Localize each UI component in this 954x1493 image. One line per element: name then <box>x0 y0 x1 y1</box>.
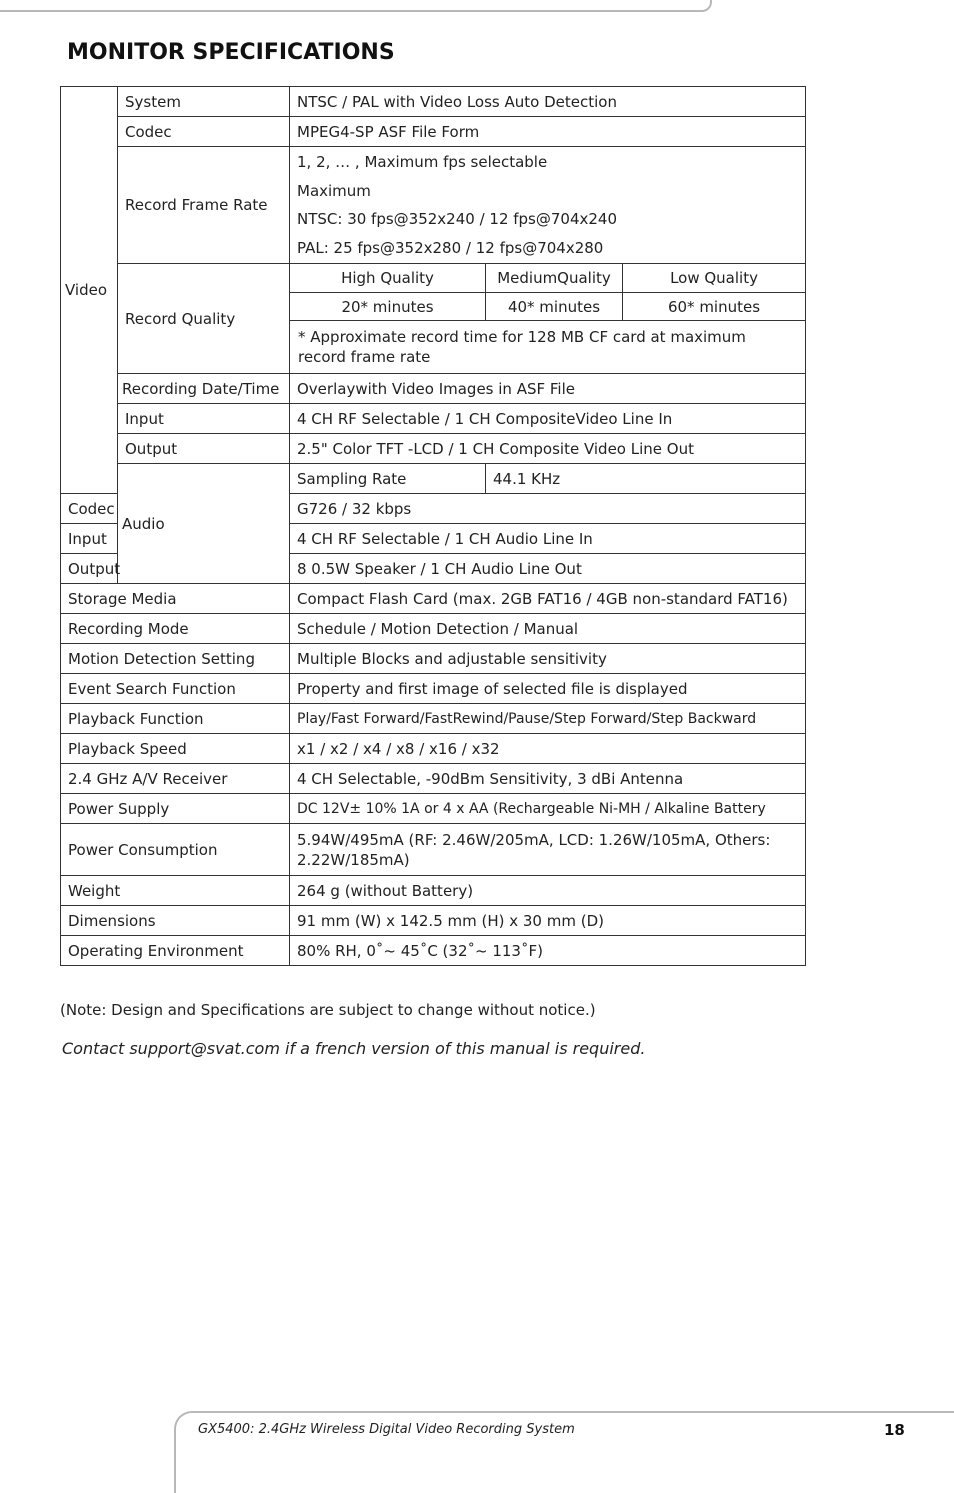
specifications-table <box>60 86 806 966</box>
table-row <box>61 794 806 824</box>
table-row <box>61 434 806 464</box>
table-row <box>61 87 806 117</box>
spec-value: 2.5" Color TFT -LCD / 1 CH Composite Video Line Out <box>290 434 806 464</box>
table-row <box>61 674 806 704</box>
table-row <box>61 704 806 734</box>
spec-value: DC 12V± 10% 1A or 4 x AA (Rechargeable Ni-MH / Alkaline Battery <box>290 794 806 824</box>
quality-header-high: High Quality <box>290 264 486 293</box>
spec-value: Overlaywith Video Images in ASF File <box>290 374 806 404</box>
spec-label: Dimensions <box>61 906 290 936</box>
table-row <box>61 584 806 614</box>
page-number: 18 <box>884 1421 905 1439</box>
spec-label: Codec <box>118 117 290 147</box>
quality-header-low: Low Quality <box>623 264 806 293</box>
spec-value: 44.1 KHz <box>486 464 806 494</box>
table-row <box>61 464 806 494</box>
spec-value: MPEG4-SP ASF File Form <box>290 117 806 147</box>
frame-rate-line: 1, 2, … , Maximum fps selectable <box>297 153 548 171</box>
spec-value: Property and first image of selected file is displayed <box>290 674 806 704</box>
spec-label: System <box>118 87 290 117</box>
table-row <box>61 404 806 434</box>
table-row <box>61 764 806 794</box>
spec-label: Power Consumption <box>61 824 290 876</box>
spec-label: Record Frame Rate <box>118 147 290 264</box>
table-row <box>61 117 806 147</box>
contact-line: Contact support@svat.com if a french version of this manual is required. <box>62 1039 646 1058</box>
quality-value-high: 20* minutes <box>290 293 486 321</box>
spec-label: Playback Function <box>61 704 290 734</box>
spec-label: Input <box>118 404 290 434</box>
group-label-video: Video <box>61 87 118 494</box>
spec-value: x1 / x2 / x4 / x8 / x16 / x32 <box>290 734 806 764</box>
spec-label: Record Quality <box>118 264 290 374</box>
disclaimer-note: (Note: Design and Specifications are subject to change without notice.) <box>60 1001 596 1019</box>
spec-value: Play/Fast Forward/FastRewind/Pause/Step Forward/Step Backward <box>290 704 806 734</box>
spec-value: 264 g (without Battery) <box>290 876 806 906</box>
spec-value: Schedule / Motion Detection / Manual <box>290 614 806 644</box>
spec-label: 2.4 GHz A/V Receiver <box>61 764 290 794</box>
spec-value: NTSC / PAL with Video Loss Auto Detection <box>290 87 806 117</box>
spec-value: Compact Flash Card (max. 2GB FAT16 / 4GB non-standard FAT16) <box>290 584 806 614</box>
spec-value: G726 / 32 kbps <box>290 494 806 524</box>
spec-label: Recording Mode <box>61 614 290 644</box>
spec-label: Output <box>61 554 118 584</box>
spec-value: 4 CH RF Selectable / 1 CH CompositeVideo Line In <box>290 404 806 434</box>
spec-label: Operating Environment <box>61 936 290 966</box>
table-row <box>61 876 806 906</box>
frame-rate-line: Maximum <box>297 181 371 200</box>
spec-label: Playback Speed <box>61 734 290 764</box>
frame-rate-value <box>290 147 806 264</box>
spec-label: Sampling Rate <box>290 464 486 494</box>
table-row <box>61 734 806 764</box>
table-row <box>61 936 806 966</box>
spec-label: Event Search Function <box>61 674 290 704</box>
group-label-audio: Audio <box>118 464 290 584</box>
spec-value: 4 CH Selectable, -90dBm Sensitivity, 3 dBi Antenna <box>290 764 806 794</box>
table-row <box>61 906 806 936</box>
footer-title: GX5400: 2.4GHz Wireless Digital Video Recording System <box>198 1422 575 1437</box>
table-row <box>61 147 806 264</box>
spec-label: Output <box>118 434 290 464</box>
table-row <box>61 374 806 404</box>
spec-label: Input <box>61 524 118 554</box>
top-page-tab <box>0 0 712 12</box>
spec-label: Weight <box>61 876 290 906</box>
spec-label: Power Supply <box>61 794 290 824</box>
spec-value: 5.94W/495mA (RF: 2.46W/205mA, LCD: 1.26W/105mA, Others: 2.22W/185mA) <box>290 824 806 876</box>
spec-label: Codec <box>61 494 118 524</box>
table-row <box>61 614 806 644</box>
quality-footnote: * Approximate record time for 128 MB CF card at maximum record frame rate <box>290 321 806 374</box>
spec-label: Recording Date/Time <box>118 374 290 404</box>
spec-value: Multiple Blocks and adjustable sensitivity <box>290 644 806 674</box>
spec-value: 4 CH RF Selectable / 1 CH Audio Line In <box>290 524 806 554</box>
frame-rate-line: NTSC: 30 fps@352x240 / 12 fps@704x240 <box>297 210 618 228</box>
table-row <box>61 644 806 674</box>
spec-label: Storage Media <box>61 584 290 614</box>
spec-label: Motion Detection Setting <box>61 644 290 674</box>
table-row <box>61 264 806 293</box>
spec-value: 8 0.5W Speaker / 1 CH Audio Line Out <box>290 554 806 584</box>
quality-header-medium: MediumQuality <box>486 264 623 293</box>
table-row <box>61 824 806 876</box>
spec-value: 91 mm (W) x 142.5 mm (H) x 30 mm (D) <box>290 906 806 936</box>
quality-value-medium: 40* minutes <box>486 293 623 321</box>
frame-rate-line: PAL: 25 fps@352x280 / 12 fps@704x280 <box>297 238 604 257</box>
quality-value-low: 60* minutes <box>623 293 806 321</box>
page-title: MONITOR SPECIFICATIONS <box>67 40 395 65</box>
spec-value: 80% RH, 0˚~ 45˚C (32˚~ 113˚F) <box>290 936 806 966</box>
